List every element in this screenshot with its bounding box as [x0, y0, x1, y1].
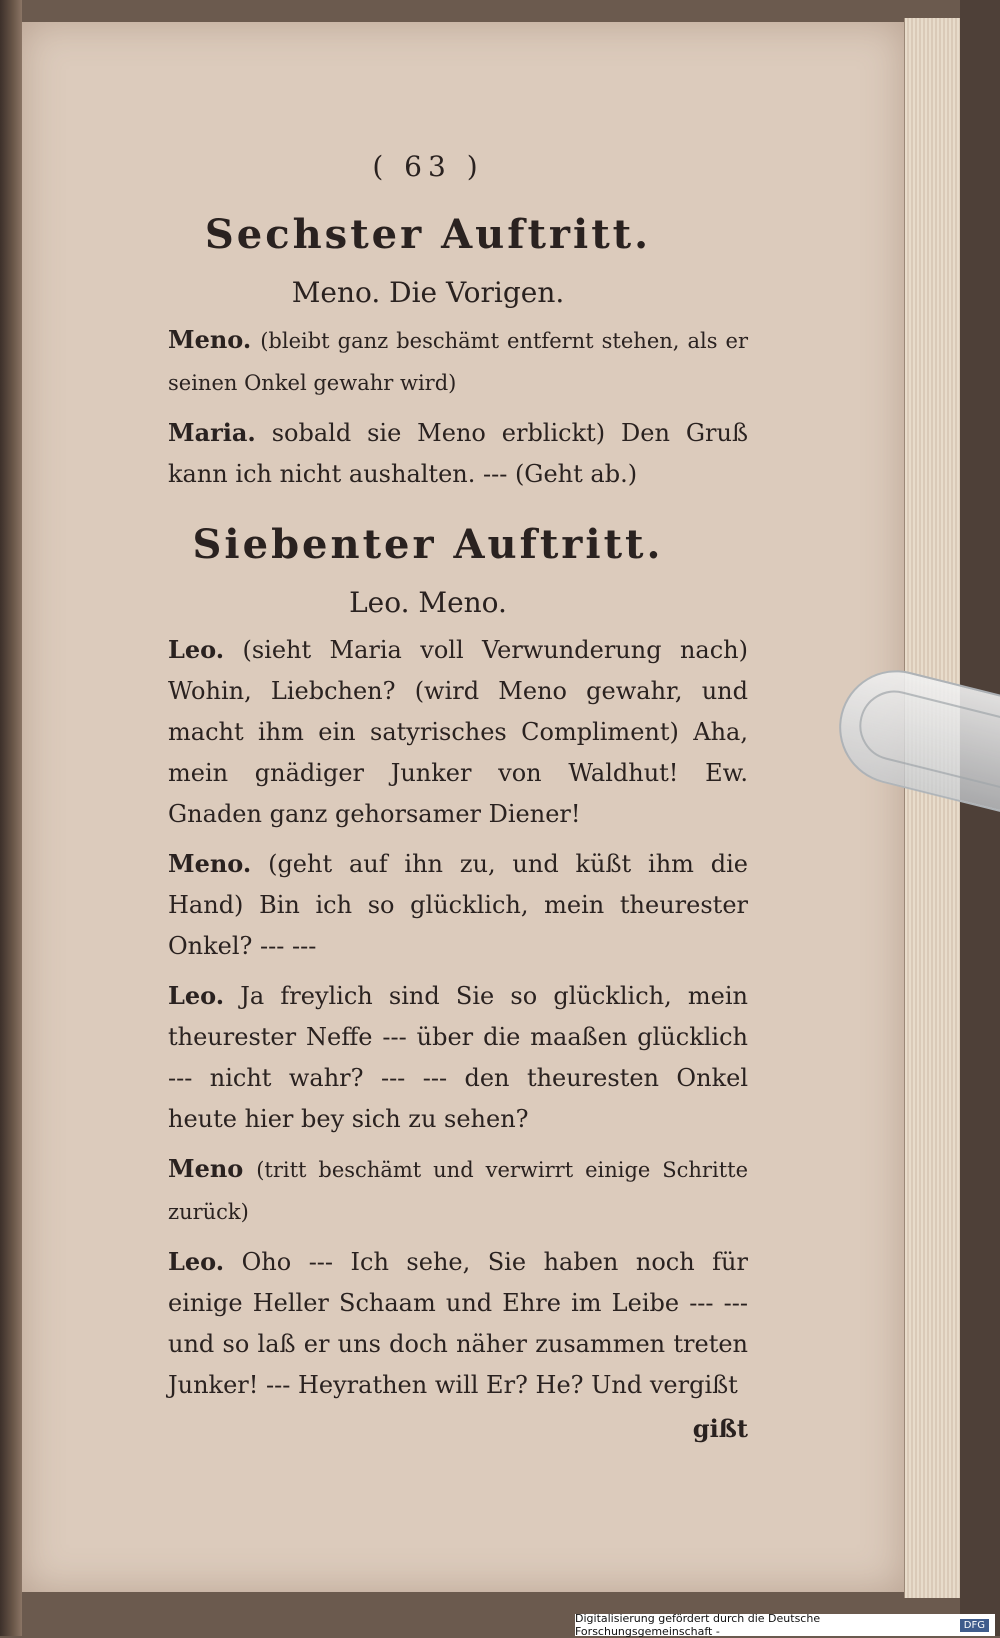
- catchword: gißt: [692, 1414, 748, 1443]
- speech-text: (sieht Maria voll Verwunderung nach) Wohin, Liebchen? (wird Meno gewahr, und macht ihm ein satyrisches Compliment) Aha, mein gnädiger Junker von Waldhut! Ew. Gnaden ganz gehorsamer Diener!: [168, 636, 748, 828]
- scene6-persons: Meno. Die Vorigen.: [291, 276, 565, 309]
- speaker-name: Maria.: [168, 418, 256, 447]
- book-spine-shadow: [0, 0, 22, 1636]
- scene6-heading: Sechster Auftritt.: [204, 211, 652, 258]
- speaker-name: Leo.: [168, 981, 225, 1010]
- footer-text: Digitalisierung gefördert durch die Deutsche Forschungsgemeinschaft -: [575, 1612, 821, 1638]
- background: [960, 0, 1000, 1636]
- speech-line: [108, 975, 748, 1140]
- speech-line: [108, 412, 748, 495]
- speech-line: [108, 629, 748, 835]
- speech-text: sobald sie Meno erblickt) Den Gruß kann ich nicht aushalten. --- (Geht ab.): [168, 419, 748, 488]
- speaker-name: Meno.: [168, 325, 252, 354]
- speaker-name: Meno: [168, 1154, 244, 1183]
- scene7-persons: Leo. Meno.: [349, 586, 507, 619]
- digitization-footer: [575, 1614, 995, 1636]
- dfg-logo: DFG: [960, 1619, 989, 1632]
- speech-text: (tritt beschämt und verwirrt einige Schritte zurück): [168, 1158, 748, 1224]
- speech-line: [108, 319, 748, 404]
- speech-text: Oho --- Ich sehe, Sie haben noch für einige Heller Schaam und Ehre im Leibe --- --- und so laß er uns doch näher zusammen treten Junker! --- Heyrathen will Er? He? Und vergißt: [168, 1248, 748, 1399]
- page-text: [108, 150, 748, 1443]
- speech-line: [108, 843, 748, 967]
- speech-text: (geht auf ihn zu, und küßt ihm die Hand) Bin ich so glücklich, mein theurester Onkel? --- ---: [168, 850, 748, 960]
- speech-line: [108, 1148, 748, 1233]
- page-number: ( 63 ): [372, 150, 484, 183]
- speaker-name: Leo.: [168, 635, 225, 664]
- page-edges: [904, 18, 961, 1598]
- speech-line: [108, 1241, 748, 1406]
- speaker-name: Leo.: [168, 1247, 225, 1276]
- scene7-heading: Siebenter Auftritt.: [192, 521, 664, 568]
- speech-text: Ja freylich sind Sie so glücklich, mein theurester Neffe --- über die maaßen glücklich --- nicht wahr? --- --- den theuresten Onkel heute hier bey sich zu sehen?: [168, 982, 748, 1133]
- speech-text: (bleibt ganz beschämt entfernt stehen, als er seinen Onkel gewahr wird): [168, 329, 748, 395]
- speaker-name: Meno.: [168, 849, 252, 878]
